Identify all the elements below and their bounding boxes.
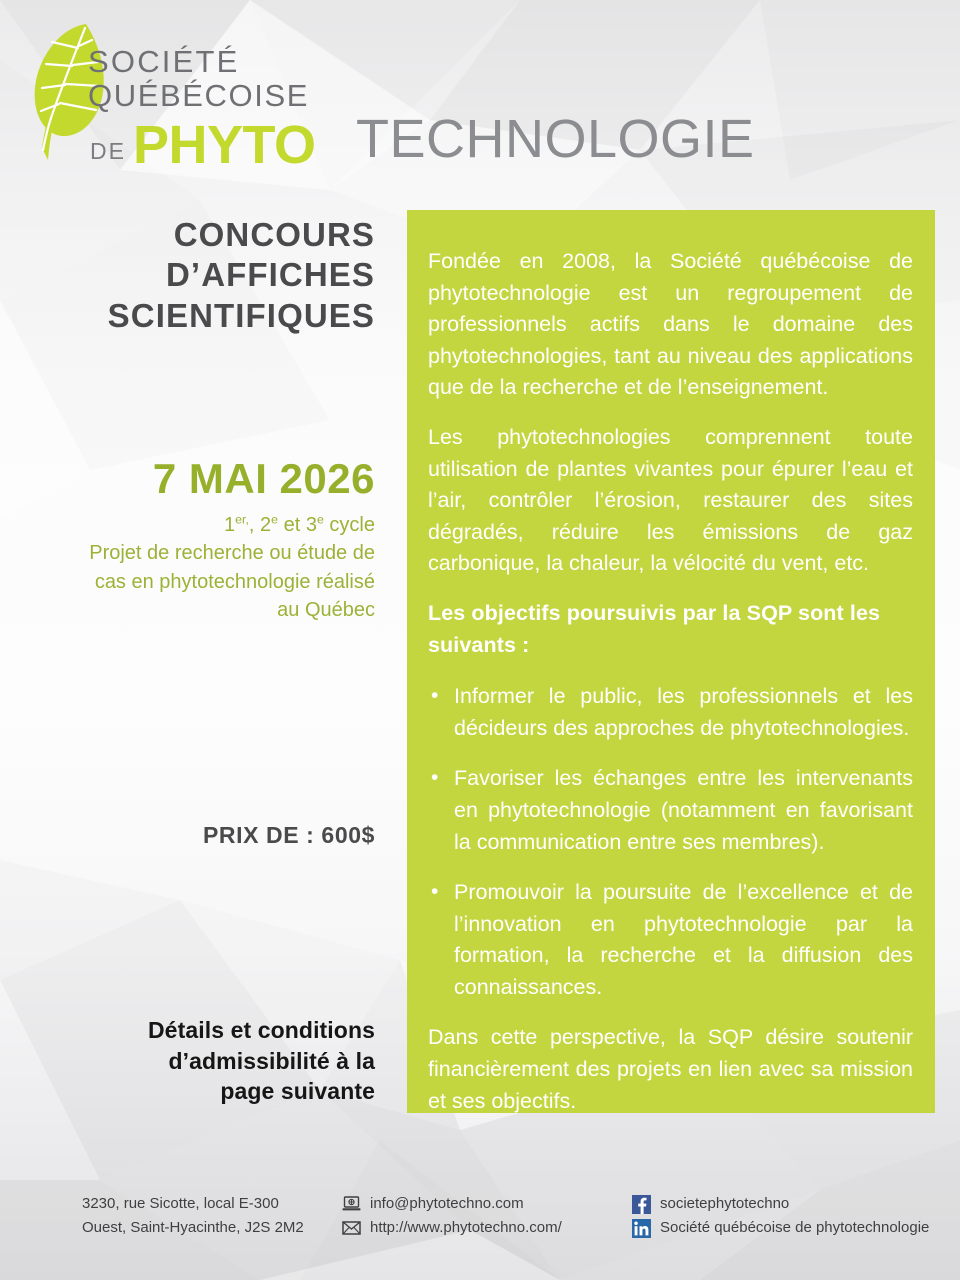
linkedin-row[interactable] — [632, 1216, 960, 1240]
logo-line-societe: SOCIÉTÉ — [88, 44, 240, 79]
title-line-3: SCIENTIFIQUES — [107, 296, 375, 334]
email-row[interactable] — [342, 1192, 632, 1216]
footer-contact — [342, 1192, 632, 1240]
computer-icon — [342, 1195, 361, 1214]
logo-line-phyto: PHYTO — [133, 115, 316, 175]
prize-amount: PRIX DE : 600$ — [202, 822, 375, 848]
header-logo-area — [0, 0, 960, 185]
logo-wordmark — [88, 44, 788, 175]
website-text: http://www.phytotechno.com/ — [370, 1219, 562, 1237]
title-line-1: CONCOURS — [173, 216, 375, 253]
details-notice — [60, 1015, 375, 1107]
facebook-icon[interactable] — [632, 1195, 651, 1214]
details-line-2: d’admissibilité à la — [168, 1047, 375, 1074]
subtitle-line-3: au Québec — [277, 599, 375, 622]
footer — [0, 1170, 960, 1280]
logo-line-de: DE — [90, 138, 126, 164]
logo-line-technologie: TECHNOLOGIE — [356, 109, 755, 169]
objectives-heading: Les objectifs poursuivis par la SQP sont les suivants : — [428, 600, 881, 657]
linkedin-icon[interactable] — [632, 1219, 651, 1238]
cycle-line: $1^{er,}$, 2e et 3e cycle — [223, 512, 375, 536]
objectives-list — [428, 681, 913, 1003]
address-line-2: Ouest, Saint-Hyacinthe, J2S 2M2 — [82, 1219, 304, 1237]
page-title — [60, 215, 375, 336]
info-panel — [407, 210, 935, 1113]
title-line-2: D’AFFICHES — [166, 256, 375, 294]
list-item: • Promouvoir la poursuite de l’excellence et de l’innovation en phytotechnologie par la formation, la recherche et la diffusion des connaissances. — [428, 877, 913, 1003]
details-line-3: page suivante — [220, 1078, 375, 1105]
panel-paragraph-1: Fondée en 2008, la Société québécoise de phytotechnologie est un regroupement de professionnels actifs dans le domaine des phytotechnologies, tant au niveau des applications que de la recherche et de l’enseignement. — [428, 249, 913, 400]
left-column — [60, 215, 375, 1105]
linkedin-handle: Société québécoise de phytotechnologie — [660, 1219, 930, 1237]
event-subtitle — [60, 511, 375, 625]
footer-social — [632, 1192, 960, 1240]
list-item: • Favoriser les échanges entre les intervenants en phytotechnologie (notamment en favorisant la communication entre ses membres). — [428, 763, 913, 858]
panel-closing-paragraph: Dans cette perspective, la SQP désire soutenir financièrement des projets en lien avec sa mission et ses objectifs. — [428, 1025, 913, 1113]
details-line-1: Détails et conditions — [147, 1017, 375, 1043]
website-row[interactable] — [342, 1216, 632, 1240]
panel-paragraph-2: Les phytotechnologies comprennent toute utilisation de plantes vivantes pour épurer l’eau et l’air, contrôler l’érosion, restaurer des sites dégradés, réduire les émissions de gaz carbonique, la chaleur, la vélocité du vent, etc. — [428, 424, 913, 576]
logo-line-quebecoise: QUÉBÉCOISE — [88, 78, 309, 113]
footer-address — [82, 1192, 342, 1241]
event-date: 7 MAI 2026 — [152, 455, 375, 502]
list-item: • Informer le public, les professionnels et les décideurs des approches de phytotechnologies. — [428, 681, 913, 744]
envelope-icon — [342, 1219, 361, 1238]
facebook-row[interactable] — [632, 1192, 960, 1216]
facebook-handle: societephytotechno — [660, 1195, 790, 1213]
subtitle-line-1: Projet de recherche ou étude de — [89, 542, 375, 565]
address-line-1: 3230, rue Sicotte, local E-300 — [82, 1195, 279, 1212]
subtitle-line-2: cas en phytotechnologie réalisé — [94, 570, 375, 593]
email-text: info@phytotechno.com — [370, 1195, 524, 1213]
